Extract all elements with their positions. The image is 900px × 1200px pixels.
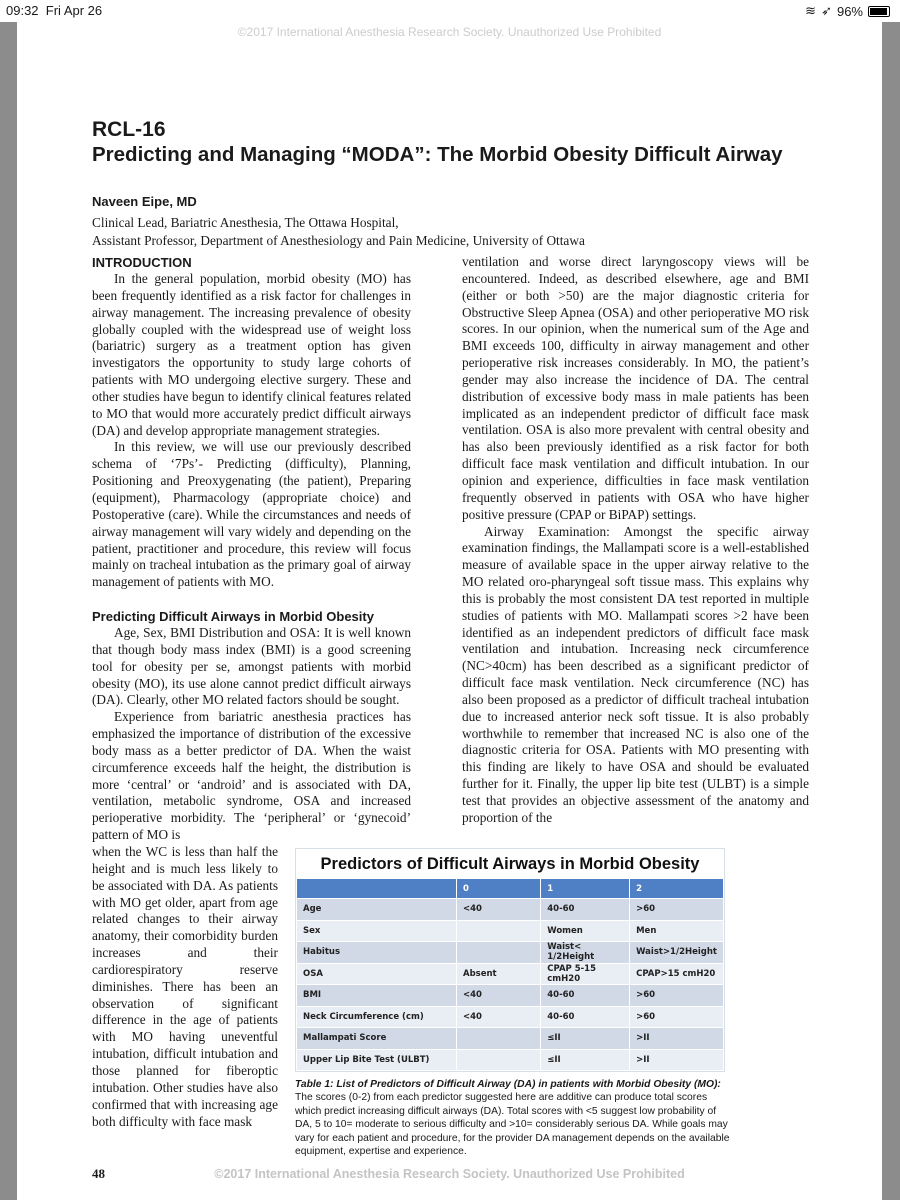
table-cell: Waist>1/2Height [630, 942, 724, 964]
doc-code: RCL-16 [92, 118, 166, 141]
table-cell: 40-60 [541, 985, 630, 1007]
table-cell: CPAP>15 cmH20 [630, 963, 724, 985]
table-cell: CPAP 5-15 cmH20 [541, 963, 630, 985]
caption-text: The scores (0-2) from each predictor suggested here are additive can produce total scores which predict increasing difficult airways (DA). Total scores with <5 suggest low probability of DA, 5 to 10= moderate to serious difficulty and >10= considerably serious DA. While goals may vary for each patient and procedure, for the provider DA management depends on the available equipment, expertise and experience. [295, 1092, 730, 1158]
paragraph: Experience from bariatric anesthesia practices has emphasized the importance of distribution of the excessive body mass as a better predictor of DA. When the waist circumference exceeds half the height, the distribution is more ‘central’ or ‘android’ and is associated with DA, ventilation, metabolic syndrome, OSA and increased perioperative morbidity. The ‘peripheral’ or ‘gynecoid’ pattern of MO is [92, 709, 411, 843]
table-cell: Men [630, 920, 724, 942]
table-cell: 40-60 [541, 1006, 630, 1028]
table-cell: BMI [297, 985, 457, 1007]
table-cell: >60 [630, 985, 724, 1007]
table-cell: Habitus [297, 942, 457, 964]
time: 09:32 [6, 3, 39, 18]
table-row [297, 1006, 724, 1028]
date: Fri Apr 26 [45, 3, 103, 18]
table-cell: Sex [297, 920, 457, 942]
table-cell [456, 920, 540, 942]
aff-line: Assistant Professor, Department of Anesthesiology and Pain Medicine, University of Ottawa [92, 233, 585, 248]
table-cell: >60 [630, 1006, 724, 1028]
table-cell [456, 1028, 540, 1050]
paragraph: In this review, we will use our previously described schema of ‘7Ps’- Predicting (difficulty), Planning, Positioning and Preoxygenating (the patient), Preparing (equipment), Pharmacology (appropriate choice) and Postoperative (care). While the circumstances and needs of airway management will vary widely and depending on the patient, practitioner and procedure, this review will focus mainly on tracheal intubation as the primary goal of airway management of patients with MO. [92, 439, 411, 590]
table-cell: >60 [630, 899, 724, 921]
table-row [297, 920, 724, 942]
table-cell: Mallampati Score [297, 1028, 457, 1050]
heading-introduction: INTRODUCTION [92, 255, 192, 270]
footer-copyright: ©2017 International Anesthesia Research Society. Unauthorized Use Prohibited [214, 1167, 685, 1181]
table-cell: 40-60 [541, 899, 630, 921]
col-header: 1 [541, 879, 630, 899]
paragraph: ventilation and worse direct laryngoscopy views will be encountered. Indeed, as described elsewhere, age and BMI (either or both >50) are the major diagnostic criteria for Obstructive Sleep Apnea (OSA) and other perioperative MO risk scores. In our opinion, when the numerical sum of the Age and BMI exceeds 100, difficulty in airway management and other perioperative risk increases considerably. In MO, the patient’s gender may also increase the incidence of DA. The central distribution of excessive body mass in male patients has been implicated as an independent predictor of difficult face mask ventilation. OSA is also more prevalent with central obesity and has also been previously identified as a risk factor for both difficult face mask ventilation and difficult intubation. In our opinion and experience, difficulties in face mask ventilation frequently observed in patients with OSA who have higher positive pressure (CPAP or BiPAP) settings. [462, 254, 809, 522]
location-icon: ➶ [821, 3, 832, 18]
paragraph: Age, Sex, BMI Distribution and OSA: It is well known that though body mass index (BMI) is a good screening tool for obesity per se, amongst patients with morbid obesity (MO), its use alone cannot predict difficult airways (DA). Clearly, other MO related factors should be sought. [92, 625, 411, 708]
table-cell: Women [541, 920, 630, 942]
doc-title: Predicting and Managing “MODA”: The Morbid Obesity Difficult Airway [92, 143, 783, 166]
table-cell: <40 [456, 1006, 540, 1028]
table-caption [295, 1078, 735, 1158]
table-row [297, 899, 724, 921]
table-cell: OSA [297, 963, 457, 985]
table-cell: Absent [456, 963, 540, 985]
table-cell: Age [297, 899, 457, 921]
affiliation [92, 214, 585, 250]
status-time [6, 3, 102, 18]
table-title: Predictors of Difficult Airways in Morbid Obesity [320, 855, 700, 873]
battery-percent: 96% [836, 3, 863, 19]
table-cell: ≤II [541, 1049, 630, 1071]
table-cell: >II [630, 1028, 724, 1050]
status-bar [0, 0, 900, 22]
document-page[interactable] [17, 22, 882, 1200]
table-cell [456, 1049, 540, 1071]
table-cell: Upper Lip Bite Test (ULBT) [297, 1049, 457, 1071]
table-row [297, 985, 724, 1007]
paragraph: In the general population, morbid obesity (MO) has been frequently identified as a risk factor for challenges in airway management. The increasing prevalence of obesity globally coupled with the widespread use of weight loss (bariatric) surgery as a treatment option has given investigators the opportunity to study large cohorts of patients with MO undergoing elective surgery. These and other studies have begun to identify clinical features related to MO that would more accurately predict difficult airways (DA) and develop appropriate management strategies. [92, 271, 411, 438]
battery-icon [868, 6, 890, 17]
page-number: 48 [92, 1166, 105, 1181]
caption-title: Table 1: List of Predictors of Difficult Airway (DA) in patients with Morbid Obesity (MO): [295, 1079, 721, 1090]
table-figure [295, 848, 735, 1158]
table-row [297, 1028, 724, 1050]
table-cell: >II [630, 1049, 724, 1071]
table-row [297, 963, 724, 985]
heading-predicting: Predicting Difficult Airways in Morbid Obesity [92, 609, 374, 625]
table-cell: <40 [456, 899, 540, 921]
table-cell: <40 [456, 985, 540, 1007]
predictors-table [295, 848, 725, 1072]
col-header [297, 879, 457, 899]
table-cell: Neck Circumference (cm) [297, 1006, 457, 1028]
table-cell [456, 942, 540, 964]
paragraph: when the WC is less than half the height and is much less likely to be associated with DA. As patients with MO get older, apart from age related changes to their airway anatomy, their comorbidity burden increases and their cardiorespiratory reserve diminishes. There has been an observation of significant difference in the age of patients with MO having uneventful intubation, difficult intubation and those planned for fiberoptic intubation. Other studies have also confirmed that with increasing age both difficulty with face mask [92, 844, 278, 1129]
table-row [297, 942, 724, 964]
aff-line: Clinical Lead, Bariatric Anesthesia, The Ottawa Hospital, [92, 215, 399, 230]
table-cell: Waist< 1/2Height [541, 942, 630, 964]
col-header: 2 [630, 879, 724, 899]
author: Naveen Eipe, MD [92, 194, 197, 209]
wifi-icon: ≋ [805, 3, 817, 18]
header-copyright: ©2017 International Anesthesia Research Society. Unauthorized Use Prohibited [237, 25, 662, 39]
right-column [462, 254, 809, 827]
col-header: 0 [456, 879, 540, 899]
table-cell: ≤II [541, 1028, 630, 1050]
paragraph: Airway Examination: Amongst the specific airway examination findings, the Mallampati score is a well-established measure of available space in the upper airway relative to the MO related oro-pharyngeal soft tissue mass. This explains why this is probably the most consistent DA test reported in multiple studies of patients with MO. Mallampati scores >2 have been identified as an independent predictors of difficult face mask ventilation and intubation. Increasing neck circumference (NC>40cm) has been described as a significant predictor of difficult face mask ventilation. Neck circumference (NC) has also been proposed as a predictor of difficult tracheal intubation due to increased anterior neck soft tissue. It is also probably worthwhile to remember that increased NC is also one of the diagnostic criteria for OSA. Patients with MO presenting with this finding are likely to have OSA and should be evaluated further for it. Finally, the upper lip bite test (ULBT) is a simple test that provides an objective assessment of the anatomy and proportion of the [462, 523, 809, 825]
table-row [297, 1049, 724, 1071]
